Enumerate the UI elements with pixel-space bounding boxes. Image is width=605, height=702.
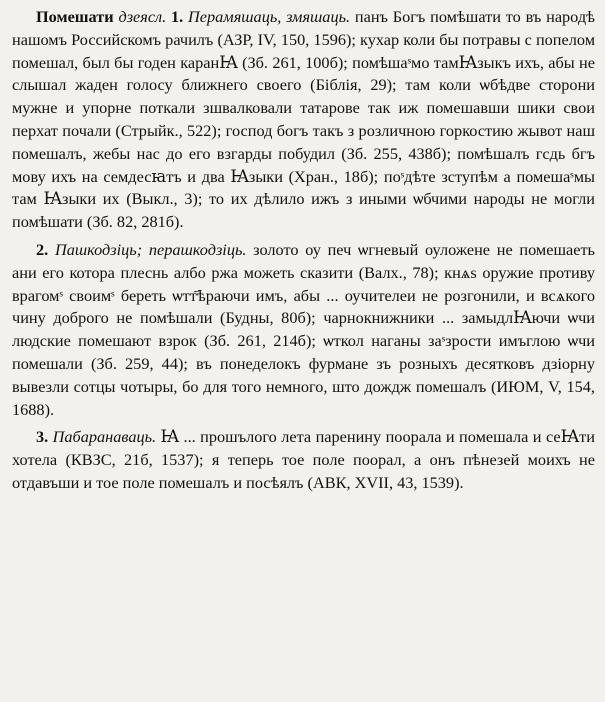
sense-gloss: Пашкодзіць; перашкодзіць.	[54, 239, 247, 259]
part-of-speech: дзеясл.	[118, 7, 167, 26]
sense-gloss: Перамяшаць, змяшаць.	[188, 7, 351, 26]
sense-number: 2.	[36, 239, 49, 259]
sense-3	[12, 426, 595, 494]
sense-number: 1.	[171, 7, 184, 26]
sense-citations: панъ Богъ помѣшати то въ народѣ нашомъ Российскомъ рачилъ (АЗР, IV, 150, 1596); кухар коли бы потравы с попелом помешал, был бы годен каранꙖ (Зб. 261, 100б); помѣшаˢмо тамꙖзыкъ ихъ, абы не слышал жаден голосу ближнего своего (Біблія, 29); там коли ѡбѣдве сторони мужне и упорне поткали зшвалковали татарове так иж помешавши шики свои перхат почали (Стрыйк., 522); господ богъ такъ з розличною горкостию жывот наш помешалъ, жебы нас до его взгарды побудил (Зб. 255, 438б); помѣшалъ гсдь бгъ мову ихъ на семдесꙗтъ и два Ꙗзыки (Хран., 18б); поˢдѣте зступѣм а помешаˢмы там Ꙗзыки их (Выкл., 3); то их дѣлило ижъ з иными ѡбчими народы не могли помѣшати (Зб. 82, 281б).	[12, 7, 595, 232]
sense-number: 3.	[36, 427, 49, 447]
sense-2	[12, 239, 595, 421]
sense-gloss: Пабаранаваць.	[52, 427, 157, 447]
sense-citations: золото оу печ ѡгневый оуложене не помешаеть ани его котора плеснь албо ржа можеть сказити (Валх., 78); кнѧѕ оружие противу врагомˢ своимˢ береть ѡтт҃ѣраючи имъ, абы ... оучителеи не розгонили, и всѧкого чину доброго не помѣшали (Будны, 80б); чарнокнижники ... замыдлꙖючи ѡчи людские помешают взрок (Зб. 261, 214б); ѡткол наганы заˢзрости имъглою ѡчи помешали (Зб. 259, 44); въ понеделокъ фурмане зъ розныхъ десятковъ дзіорну вывезли сотцы чотыры, бо для того немного, што дождж помешалъ (ИЮМ, V, 154, 1688).	[12, 239, 595, 419]
sense-citations: Ꙗ ... прошълого лета паренину поорала и помешала и сеꙖти хотела (КВЗС, 21б, 1537); я теперь тое поле поорал, а онъ пѣнезей моихъ не отдавъши и тое поле помешалъ и посѣялъ (АВК, XVII, 43, 1539).	[12, 427, 595, 492]
sense-1	[12, 6, 595, 234]
headword: Помешати	[36, 7, 114, 26]
